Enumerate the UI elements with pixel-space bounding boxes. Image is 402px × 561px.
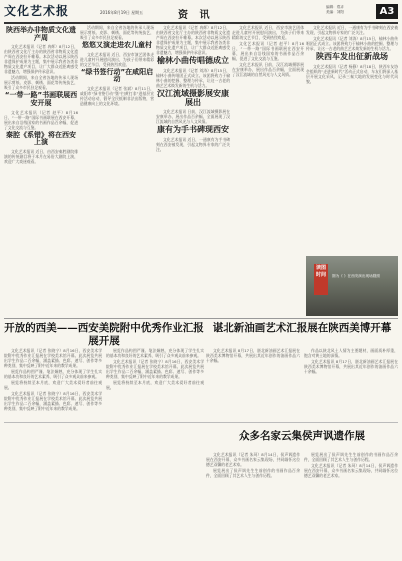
headline-large: 众多名家云集侯声讽遗作展	[239, 430, 365, 442]
article-text: 文化艺术报讯 近日，西安市演艺团体走进儿童村开展慰问演出，为孩子们带来精彩的文艺节目，受到热烈欢迎。	[80, 51, 154, 67]
article-text: 展览将持续至本月底，欢迎广大美术爱好者前往观展。	[106, 380, 204, 390]
article-text: 作品以陕北风土人情为主要题材，画面质朴厚重，饱含对黄土地的深情。	[304, 348, 398, 358]
bottom-column-6	[304, 452, 398, 558]
page-header	[4, 2, 398, 24]
headline: 汉江流域摄影展安康展出	[157, 88, 229, 107]
section-divider	[4, 422, 398, 423]
article-text: 文化艺术报讯（记者 朱珂）8月14日，侯声讽遗作展在西安开幕，众多书画名家云集现场，共同缅怀这位德艺双馨的老艺术家。	[304, 463, 398, 478]
article-text: 文化艺术报讯 近日，西安市演艺团体走进儿童村开展慰问演出，为孩子们带来精彩的文艺节目，受到热烈欢迎。	[232, 25, 304, 40]
headline: 陕西车发出征新战场	[316, 52, 388, 61]
article-text: 文化艺术报讯 8月17日，谌北新油画艺术汇报展在陕西美术博物馆开幕，共展出其近年创作的油画作品六十余幅。	[206, 348, 300, 363]
article-text: 展览作品构图严谨、笔法娴熟，充分体现了学生扎实的基本功和良好的艺术素养，吸引了众多观众前来参观。	[106, 348, 204, 358]
news-photo	[306, 256, 398, 316]
bottom-column-5	[206, 452, 300, 558]
article-text: 展览展出了侯声讽先生生前创作的书画作品百余件，全面回顾了其艺术人生与创作历程。	[206, 468, 300, 478]
bottom-column-3	[206, 348, 300, 420]
masthead: 文化艺术报	[4, 4, 70, 18]
headline: 悠悠又演走进农儿童村	[82, 41, 152, 49]
article-text: 文化艺术报讯（记者 张晓宁）8月16日，西安美术学院附中优秀作业汇报展在学校美术馆开幕。此次展览共展出学生作品二百余幅，涵盖素描、色彩、速写、创作等多种类别，集中反映了附中近年来的教学成果。	[4, 348, 102, 368]
column-3	[156, 25, 230, 313]
article-text: 文化艺术报讯 近日，一通康有为手书碑刻在西安被发现，引起文物界专家的广泛关注。	[306, 25, 398, 35]
headline: “一带一路”书画联展西安开展	[4, 91, 78, 108]
headline: 榆林小曲传唱德成立	[157, 56, 229, 65]
article-text: 文化艺术报讯（记者 张斌）8月11日，咸阳市“绿书签行动”暨“扫黄打非”进基层宣传活动启动，倡导全民抵制非法出版物，营造健康向上的文化环境。	[80, 86, 154, 107]
article-text: 文化艺术报讯 近日，一通康有为手书碑刻在西安被发现，引起文物界专家的广泛关注。	[156, 137, 230, 153]
headline-large: 谌北新油画艺术汇报展在陕西美博开幕	[212, 322, 392, 334]
article-text: 文化艺术报讯 日前，汉江流域摄影展在安康举办，展出作品百余幅，全面展现了汉江流域的自然风光与人文风情。	[232, 62, 304, 77]
headline: “绿书签行动”在咸阳启动	[80, 67, 154, 84]
article-text: 文化艺术报讯 8月17日，谌北新油画艺术汇报展在陕西美术博物馆开幕，共展出其近年创作的油画作品六十余幅。	[304, 359, 398, 374]
article-text: 文化艺术报讯（记者 刘涛）8月15日，榆林小曲传唱团正式成立。该团将致力于榆林小曲的挖掘、整理与传承，让这一古老的曲艺艺术焕发新的生机与活力。	[156, 67, 230, 88]
article-text: 文化艺术报讯（记者 朱珂）8月14日，侯声讽遗作展在西安开幕，众多书画名家云集现场，共同缅怀这位德艺双馨的老艺术家。	[206, 452, 300, 467]
section-divider	[4, 318, 398, 319]
article-text: 文化艺术报讯 日前，汉江流域摄影展在安康举办，展出作品百余幅，全面展现了汉江流域的自然风光与人文风情。	[156, 109, 230, 125]
bottom-column-1	[4, 348, 102, 558]
article-text: 展览展出了侯声讽先生生前创作的书画作品百余件，全面回顾了其艺术人生与创作历程。	[304, 452, 398, 462]
photo-caption: 图为《 》在西安演出现场剧照	[332, 274, 380, 278]
section-title: 资 讯	[178, 10, 214, 21]
column-4	[232, 25, 304, 313]
article-text: 活动期间，来自全省各地的传承人现场展示剪纸、皮影、刺绣、面花等传统技艺，吸引了众多市民驻足观看。	[4, 75, 78, 91]
headline: 秦腔《系错》将在西安上演	[6, 130, 76, 147]
article-text: 文化艺术报讯（记者 杨静）8月18日，陕西车友协会组织的“走进新时代”活动正式启动，车友们将深入基层开展文化采风，记录三秦大地的发展变化与时代风貌。	[306, 63, 398, 84]
bottom-column-2	[106, 348, 204, 558]
article-text: 文化艺术报讯（记者 赵平）8月16日，“一带一路”国际书画联展在西安开幕，展出来自沿线国家的书画作品百余幅，促进了文化交流与互鉴。	[232, 41, 304, 61]
headline-large: 开放的西美——西安美院附中优秀作业汇报展开展	[4, 322, 204, 347]
page-number: A3	[376, 4, 398, 19]
article-text: 活动期间，来自全省各地的传承人现场展示剪纸、皮影、刺绣、面花等传统技艺，吸引了众多市民驻足观看。	[80, 25, 154, 40]
headline: 陕西举办非物质文化遗产周	[6, 26, 76, 42]
article-text: 文化艺术报讯（记者 刘涛）8月15日，榆林小曲传唱团正式成立。该团将致力于榆林小曲的挖掘、整理与传承，让这一古老的曲艺艺术焕发新的生机与活力。	[306, 36, 398, 51]
article-text: 文化艺术报讯（记者 冉辉）8月12日，由陕西省文化厅主办的陕西省非物质文化遗产周在西安拉开帷幕。本次活动以展示陕西非遗保护成果为主题，集中展示我省各类非物质文化遗产项目，让广大群众近距离感受非遗魅力，增强保护传承意识。	[4, 44, 78, 75]
article-text: 文化艺术报讯（记者 冉辉）8月12日，由陕西省文化厅主办的陕西省非物质文化遗产周在西安拉开帷幕。本次活动以展示陕西非遗保护成果为主题，集中展示我省各类非物质文化遗产项目，让广大群众近距离感受非遗魅力，增强保护传承意识。	[156, 25, 230, 55]
photo-label: 读图时间	[314, 264, 328, 295]
bottom-column-4	[304, 348, 398, 420]
article-text: 展览作品构图严谨、笔法娴熟，充分体现了学生扎实的基本功和良好的艺术素养，吸引了众多观众前来参观。	[4, 369, 102, 379]
editor-credits: 编辑：郑卉 美编：刘阳	[326, 5, 344, 14]
column-2	[80, 25, 154, 313]
article-text: 展览将持续至本月底，欢迎广大美术爱好者前往观展。	[4, 380, 102, 390]
dateline: 2016年8月19日 星期五	[100, 10, 144, 15]
article-text: 文化艺术报讯 近日，由西安秦腔剧院排演的传统剧目将于本月在易俗大剧院上演，欢迎广大戏迷观看。	[4, 149, 78, 165]
article-text: 文化艺术报讯（记者 赵平）8月16日，“一带一路”国际书画联展在西安开幕，展出来自沿线国家的书画作品百余幅，促进了文化交流与互鉴。	[4, 109, 78, 130]
column-1	[4, 25, 78, 313]
article-text: 文化艺术报讯（记者 张晓宁）8月16日，西安美术学院附中优秀作业汇报展在学校美术馆开幕。此次展览共展出学生作品二百余幅，涵盖素描、色彩、速写、创作等多种类别，集中反映了附中近年来的教学成果。	[106, 359, 204, 379]
headline: 康有为手书碑现西安	[157, 125, 229, 135]
article-text: 文化艺术报讯（记者 张晓宁）8月16日，西安美术学院附中优秀作业汇报展在学校美术馆开幕。此次展览共展出学生作品二百余幅，涵盖素描、色彩、速写、创作等多种类别，集中反映了附中近年来的教学成果。	[4, 391, 102, 411]
